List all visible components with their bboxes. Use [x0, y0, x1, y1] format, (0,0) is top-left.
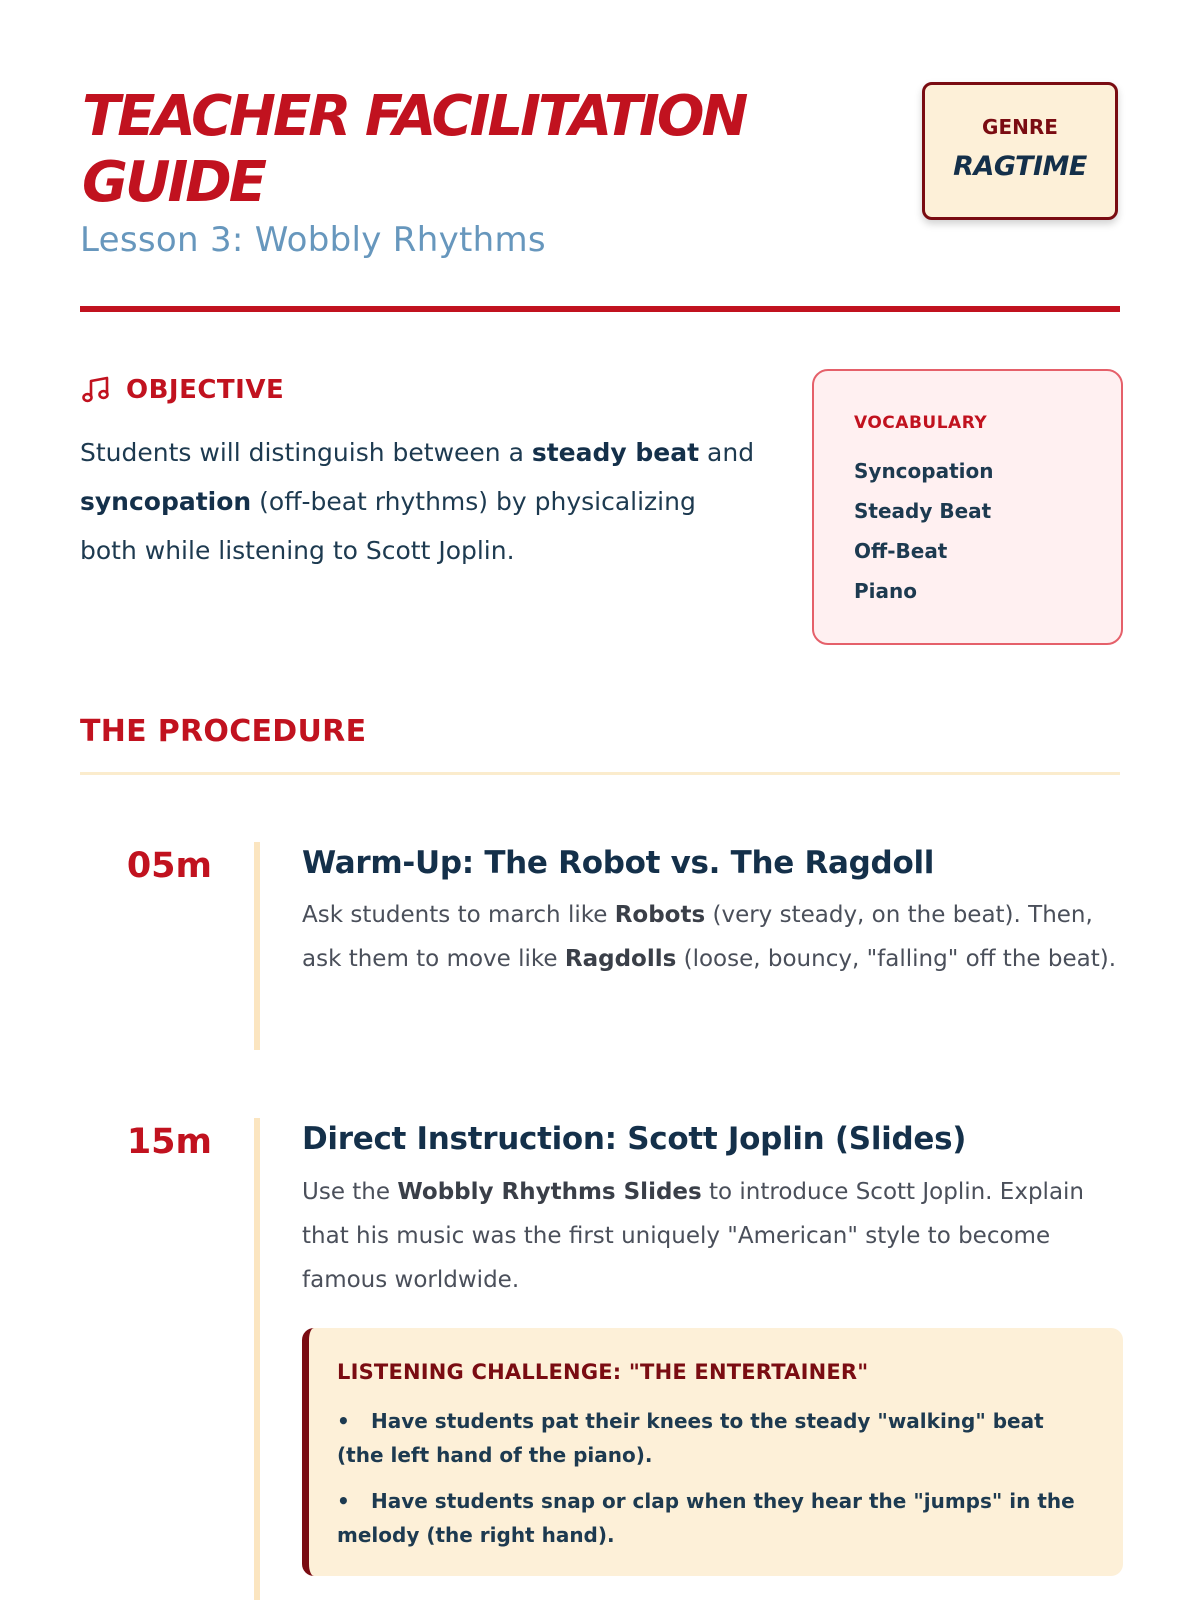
- syncopation-term: syncopation: [80, 487, 252, 516]
- step-time: 15m: [126, 1122, 212, 1162]
- page-title: TEACHER FACILITATION GUIDE: [82, 84, 746, 215]
- step-time: 05m: [126, 846, 212, 886]
- lesson-subtitle: Lesson 3: Wobbly Rhythms: [80, 220, 546, 260]
- genre-badge: [922, 82, 1118, 220]
- step-timeline-bar: [254, 842, 260, 1050]
- vocabulary-label: VOCABULARY: [854, 413, 988, 433]
- vocabulary-list: [854, 451, 993, 611]
- music-note-icon: [80, 374, 112, 406]
- procedure-divider: [80, 772, 1120, 775]
- header-divider: [80, 306, 1120, 312]
- objective-heading-label: OBJECTIVE: [126, 375, 285, 405]
- objective-heading: [80, 374, 284, 406]
- step-timeline-bar: [254, 1118, 260, 1600]
- header: [80, 80, 1120, 320]
- genre-label: GENRE: [982, 115, 1058, 139]
- vocabulary-item: Piano: [854, 579, 917, 603]
- steady-beat-term: steady beat: [531, 438, 700, 467]
- step-description: Ask students to march like Robots (very steady, on the beat). Then, ask them to move like Ragdolls (loose, bouncy, "falling" off the beat).: [302, 902, 1117, 972]
- step-title: Warm-Up: The Robot vs. The Ragdoll: [302, 845, 935, 881]
- step-description: Use the Wobbly Rhythms Slides to introduce Scott Joplin. Explain that his music was the first uniquely "American" style to become famous worldwide.: [302, 1179, 1084, 1293]
- vocabulary-box: [812, 369, 1123, 645]
- vocabulary-item: Off-Beat: [854, 539, 948, 563]
- procedure-heading: THE PROCEDURE: [80, 714, 367, 749]
- step-title: Direct Instruction: Scott Joplin (Slides): [302, 1121, 967, 1157]
- objective-text: Students will distinguish between a steady beat and syncopation (off-beat rhythms) by physicalizing both while listening to Scott Joplin.: [80, 438, 755, 565]
- vocabulary-item: Syncopation: [854, 459, 994, 483]
- genre-value: RAGTIME: [953, 151, 1087, 182]
- listening-challenge-box: [302, 1328, 1123, 1576]
- challenge-item: • Have students snap or clap when they hear the "jumps" in the melody (the right hand).: [337, 1489, 1075, 1547]
- challenge-item: • Have students pat their knees to the steady "walking" beat (the left hand of the piano).: [337, 1409, 1044, 1467]
- vocabulary-item: Steady Beat: [854, 499, 992, 523]
- challenge-title: LISTENING CHALLENGE: "THE ENTERTAINER": [337, 1360, 869, 1384]
- challenge-list: [337, 1404, 1077, 1564]
